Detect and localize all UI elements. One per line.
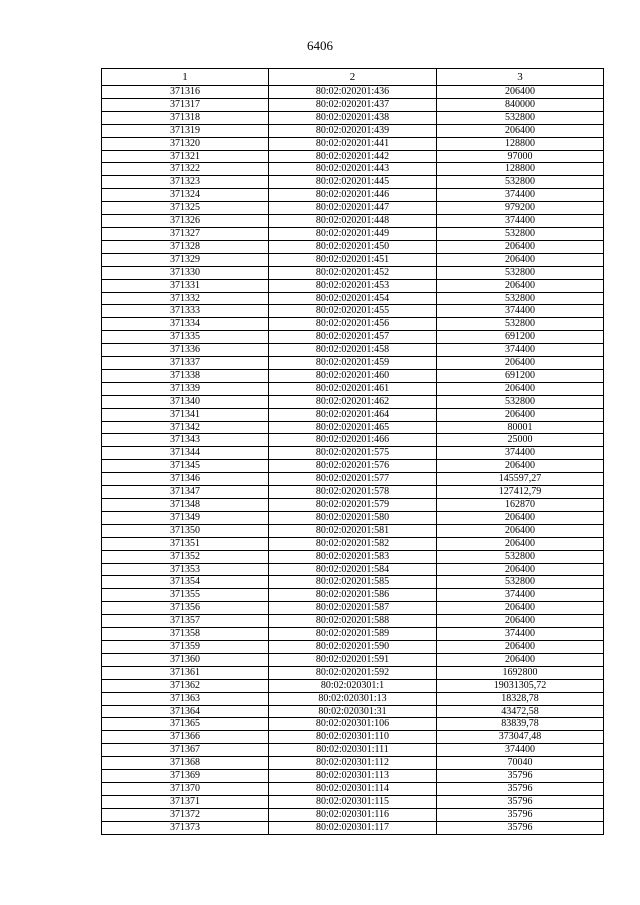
- page-number: 6406: [307, 38, 333, 53]
- cadastral-number-cell: 80:02:020201:578: [269, 486, 437, 499]
- cadastral-number-cell: 80:02:020201:450: [269, 240, 437, 253]
- value-cell: 374400: [437, 344, 604, 357]
- table-row: [102, 447, 604, 460]
- table-row: [102, 137, 604, 150]
- value-cell: 532800: [437, 227, 604, 240]
- row-number-cell: 371349: [102, 511, 269, 524]
- value-cell: 35796: [437, 808, 604, 821]
- row-number-cell: 371351: [102, 537, 269, 550]
- value-cell: 532800: [437, 176, 604, 189]
- table-row: [102, 640, 604, 653]
- row-number-cell: 371363: [102, 692, 269, 705]
- value-cell: 19031305,72: [437, 679, 604, 692]
- row-number-cell: 371319: [102, 124, 269, 137]
- table-row: [102, 421, 604, 434]
- value-cell: 374400: [437, 305, 604, 318]
- value-cell: 25000: [437, 434, 604, 447]
- row-number-cell: 371361: [102, 666, 269, 679]
- cadastral-number-cell: 80:02:020301:13: [269, 692, 437, 705]
- row-number-cell: 371371: [102, 795, 269, 808]
- row-number-cell: 371350: [102, 524, 269, 537]
- value-cell: 128800: [437, 163, 604, 176]
- table-row: [102, 718, 604, 731]
- value-cell: 206400: [437, 408, 604, 421]
- column-header-3: 3: [437, 69, 604, 86]
- table-row: [102, 460, 604, 473]
- value-cell: 35796: [437, 782, 604, 795]
- cadastral-number-cell: 80:02:020201:454: [269, 292, 437, 305]
- value-cell: 206400: [437, 563, 604, 576]
- table-row: [102, 602, 604, 615]
- table-row: [102, 305, 604, 318]
- table-row: [102, 202, 604, 215]
- row-number-cell: 371360: [102, 653, 269, 666]
- row-number-cell: 371320: [102, 137, 269, 150]
- cadastral-number-cell: 80:02:020301:110: [269, 731, 437, 744]
- row-number-cell: 371323: [102, 176, 269, 189]
- value-cell: 206400: [437, 460, 604, 473]
- cadastral-number-cell: 80:02:020201:588: [269, 615, 437, 628]
- row-number-cell: 371341: [102, 408, 269, 421]
- row-number-cell: 371352: [102, 550, 269, 563]
- value-cell: 979200: [437, 202, 604, 215]
- cadastral-number-cell: 80:02:020201:446: [269, 189, 437, 202]
- table-row: [102, 382, 604, 395]
- row-number-cell: 371343: [102, 434, 269, 447]
- row-number-cell: 371356: [102, 602, 269, 615]
- value-cell: 206400: [437, 124, 604, 137]
- row-number-cell: 371328: [102, 240, 269, 253]
- column-header-1: 1: [102, 69, 269, 86]
- value-cell: 840000: [437, 98, 604, 111]
- row-number-cell: 371364: [102, 705, 269, 718]
- cadastral-number-cell: 80:02:020201:436: [269, 86, 437, 99]
- row-number-cell: 371362: [102, 679, 269, 692]
- value-cell: 35796: [437, 821, 604, 834]
- row-number-cell: 371333: [102, 305, 269, 318]
- table-row: [102, 318, 604, 331]
- row-number-cell: 371316: [102, 86, 269, 99]
- cadastral-number-cell: 80:02:020201:587: [269, 602, 437, 615]
- value-cell: 80001: [437, 421, 604, 434]
- cadastral-number-cell: 80:02:020301:117: [269, 821, 437, 834]
- value-cell: 374400: [437, 628, 604, 641]
- table-row: [102, 615, 604, 628]
- row-number-cell: 371370: [102, 782, 269, 795]
- value-cell: 206400: [437, 357, 604, 370]
- table-row: [102, 331, 604, 344]
- value-cell: 70040: [437, 757, 604, 770]
- table-row: [102, 486, 604, 499]
- value-cell: 128800: [437, 137, 604, 150]
- value-cell: 374400: [437, 215, 604, 228]
- cadastral-number-cell: 80:02:020201:453: [269, 279, 437, 292]
- cadastral-number-cell: 80:02:020201:586: [269, 589, 437, 602]
- value-cell: 206400: [437, 511, 604, 524]
- table-body: [102, 86, 604, 835]
- row-number-cell: 371354: [102, 576, 269, 589]
- table-row: [102, 227, 604, 240]
- row-number-cell: 371330: [102, 266, 269, 279]
- row-number-cell: 371331: [102, 279, 269, 292]
- cadastral-number-cell: 80:02:020201:581: [269, 524, 437, 537]
- value-cell: 206400: [437, 615, 604, 628]
- table-row: [102, 576, 604, 589]
- table-row: [102, 782, 604, 795]
- table-row: [102, 666, 604, 679]
- cadastral-number-cell: 80:02:020201:457: [269, 331, 437, 344]
- table-row: [102, 163, 604, 176]
- table-row: [102, 176, 604, 189]
- cadastral-number-cell: 80:02:020301:113: [269, 770, 437, 783]
- value-cell: 145597,27: [437, 473, 604, 486]
- value-cell: 162870: [437, 499, 604, 512]
- row-number-cell: 371358: [102, 628, 269, 641]
- row-number-cell: 371336: [102, 344, 269, 357]
- table-row: [102, 124, 604, 137]
- value-cell: 43472,58: [437, 705, 604, 718]
- row-number-cell: 371338: [102, 369, 269, 382]
- value-cell: 532800: [437, 576, 604, 589]
- table-row: [102, 150, 604, 163]
- table-row: [102, 524, 604, 537]
- table-row: [102, 279, 604, 292]
- table-row: [102, 408, 604, 421]
- value-cell: 206400: [437, 253, 604, 266]
- cadastral-number-cell: 80:02:020301:106: [269, 718, 437, 731]
- row-number-cell: 371329: [102, 253, 269, 266]
- table-row: [102, 434, 604, 447]
- cadastral-number-cell: 80:02:020201:584: [269, 563, 437, 576]
- cadastral-number-cell: 80:02:020201:452: [269, 266, 437, 279]
- value-cell: 374400: [437, 189, 604, 202]
- value-cell: 206400: [437, 537, 604, 550]
- cadastral-number-cell: 80:02:020301:114: [269, 782, 437, 795]
- value-cell: 532800: [437, 292, 604, 305]
- cadastral-number-cell: 80:02:020201:592: [269, 666, 437, 679]
- cadastral-number-cell: 80:02:020201:576: [269, 460, 437, 473]
- table-row: [102, 808, 604, 821]
- cadastral-number-cell: 80:02:020201:458: [269, 344, 437, 357]
- cadastral-number-cell: 80:02:020201:583: [269, 550, 437, 563]
- table-row: [102, 86, 604, 99]
- row-number-cell: 371366: [102, 731, 269, 744]
- cadastral-number-cell: 80:02:020201:439: [269, 124, 437, 137]
- row-number-cell: 371373: [102, 821, 269, 834]
- cadastral-number-cell: 80:02:020201:449: [269, 227, 437, 240]
- value-cell: 532800: [437, 395, 604, 408]
- cadastral-number-cell: 80:02:020201:437: [269, 98, 437, 111]
- row-number-cell: 371346: [102, 473, 269, 486]
- table-row: [102, 550, 604, 563]
- cadastral-number-cell: 80:02:020201:582: [269, 537, 437, 550]
- row-number-cell: 371326: [102, 215, 269, 228]
- table-row: [102, 653, 604, 666]
- cadastral-number-cell: 80:02:020201:448: [269, 215, 437, 228]
- row-number-cell: 371324: [102, 189, 269, 202]
- value-cell: 35796: [437, 795, 604, 808]
- row-number-cell: 371337: [102, 357, 269, 370]
- value-cell: 374400: [437, 589, 604, 602]
- table-row: [102, 240, 604, 253]
- table-row: [102, 98, 604, 111]
- row-number-cell: 371339: [102, 382, 269, 395]
- value-cell: 374400: [437, 744, 604, 757]
- cadastral-number-cell: 80:02:020201:447: [269, 202, 437, 215]
- value-cell: 374400: [437, 447, 604, 460]
- cadastral-number-cell: 80:02:020201:464: [269, 408, 437, 421]
- cadastral-number-cell: 80:02:020201:580: [269, 511, 437, 524]
- cadastral-number-cell: 80:02:020301:111: [269, 744, 437, 757]
- value-cell: 206400: [437, 640, 604, 653]
- value-cell: 532800: [437, 318, 604, 331]
- value-cell: 206400: [437, 86, 604, 99]
- row-number-cell: 371335: [102, 331, 269, 344]
- cadastral-number-cell: 80:02:020201:445: [269, 176, 437, 189]
- value-cell: 532800: [437, 266, 604, 279]
- value-cell: 691200: [437, 331, 604, 344]
- cadastral-number-cell: 80:02:020201:462: [269, 395, 437, 408]
- row-number-cell: 371368: [102, 757, 269, 770]
- table-row: [102, 499, 604, 512]
- row-number-cell: 371321: [102, 150, 269, 163]
- cadastral-number-cell: 80:02:020201:575: [269, 447, 437, 460]
- table-row: [102, 473, 604, 486]
- cadastral-number-cell: 80:02:020201:443: [269, 163, 437, 176]
- row-number-cell: 371318: [102, 111, 269, 124]
- value-cell: 532800: [437, 111, 604, 124]
- row-number-cell: 371367: [102, 744, 269, 757]
- table-header-row: [102, 69, 604, 86]
- value-cell: 83839,78: [437, 718, 604, 731]
- table-row: [102, 266, 604, 279]
- table-row: [102, 744, 604, 757]
- row-number-cell: 371332: [102, 292, 269, 305]
- table-row: [102, 344, 604, 357]
- table-row: [102, 757, 604, 770]
- row-number-cell: 371348: [102, 499, 269, 512]
- cadastral-number-cell: 80:02:020201:459: [269, 357, 437, 370]
- table-row: [102, 292, 604, 305]
- value-cell: 206400: [437, 653, 604, 666]
- cadastral-number-cell: 80:02:020201:579: [269, 499, 437, 512]
- table-row: [102, 369, 604, 382]
- table-row: [102, 395, 604, 408]
- table-row: [102, 821, 604, 834]
- cadastral-number-cell: 80:02:020201:442: [269, 150, 437, 163]
- table-row: [102, 705, 604, 718]
- row-number-cell: 371340: [102, 395, 269, 408]
- value-cell: 373047,48: [437, 731, 604, 744]
- row-number-cell: 371347: [102, 486, 269, 499]
- row-number-cell: 371317: [102, 98, 269, 111]
- cadastral-number-cell: 80:02:020201:590: [269, 640, 437, 653]
- table-row: [102, 111, 604, 124]
- cadastral-number-cell: 80:02:020301:116: [269, 808, 437, 821]
- value-cell: 206400: [437, 279, 604, 292]
- value-cell: 35796: [437, 770, 604, 783]
- table-row: [102, 357, 604, 370]
- table-row: [102, 628, 604, 641]
- table-row: [102, 692, 604, 705]
- table-row: [102, 563, 604, 576]
- value-cell: 206400: [437, 240, 604, 253]
- value-cell: 18328,78: [437, 692, 604, 705]
- row-number-cell: 371353: [102, 563, 269, 576]
- cadastral-number-cell: 80:02:020201:438: [269, 111, 437, 124]
- cadastral-number-cell: 80:02:020201:461: [269, 382, 437, 395]
- cadastral-number-cell: 80:02:020301:31: [269, 705, 437, 718]
- row-number-cell: 371357: [102, 615, 269, 628]
- row-number-cell: 371334: [102, 318, 269, 331]
- value-cell: 1692800: [437, 666, 604, 679]
- table-row: [102, 189, 604, 202]
- cadastral-number-cell: 80:02:020201:465: [269, 421, 437, 434]
- cadastral-number-cell: 80:02:020201:441: [269, 137, 437, 150]
- row-number-cell: 371355: [102, 589, 269, 602]
- cadastral-number-cell: 80:02:020201:589: [269, 628, 437, 641]
- data-table: [101, 68, 604, 835]
- cadastral-number-cell: 80:02:020201:456: [269, 318, 437, 331]
- row-number-cell: 371372: [102, 808, 269, 821]
- row-number-cell: 371369: [102, 770, 269, 783]
- cadastral-number-cell: 80:02:020301:112: [269, 757, 437, 770]
- value-cell: 97000: [437, 150, 604, 163]
- row-number-cell: 371325: [102, 202, 269, 215]
- table-row: [102, 253, 604, 266]
- table-row: [102, 537, 604, 550]
- table-row: [102, 589, 604, 602]
- value-cell: 206400: [437, 602, 604, 615]
- cadastral-number-cell: 80:02:020201:591: [269, 653, 437, 666]
- row-number-cell: 371365: [102, 718, 269, 731]
- cadastral-number-cell: 80:02:020201:577: [269, 473, 437, 486]
- table-row: [102, 795, 604, 808]
- table-row: [102, 770, 604, 783]
- table-row: [102, 731, 604, 744]
- row-number-cell: 371344: [102, 447, 269, 460]
- cadastral-number-cell: 80:02:020201:460: [269, 369, 437, 382]
- row-number-cell: 371359: [102, 640, 269, 653]
- value-cell: 127412,79: [437, 486, 604, 499]
- cadastral-number-cell: 80:02:020301:115: [269, 795, 437, 808]
- table-row: [102, 679, 604, 692]
- value-cell: 691200: [437, 369, 604, 382]
- value-cell: 532800: [437, 550, 604, 563]
- row-number-cell: 371327: [102, 227, 269, 240]
- row-number-cell: 371322: [102, 163, 269, 176]
- column-header-2: 2: [269, 69, 437, 86]
- cadastral-number-cell: 80:02:020201:466: [269, 434, 437, 447]
- value-cell: 206400: [437, 524, 604, 537]
- value-cell: 206400: [437, 382, 604, 395]
- table-row: [102, 511, 604, 524]
- cadastral-number-cell: 80:02:020201:455: [269, 305, 437, 318]
- cadastral-number-cell: 80:02:020301:1: [269, 679, 437, 692]
- cadastral-number-cell: 80:02:020201:451: [269, 253, 437, 266]
- row-number-cell: 371342: [102, 421, 269, 434]
- row-number-cell: 371345: [102, 460, 269, 473]
- table-row: [102, 215, 604, 228]
- cadastral-number-cell: 80:02:020201:585: [269, 576, 437, 589]
